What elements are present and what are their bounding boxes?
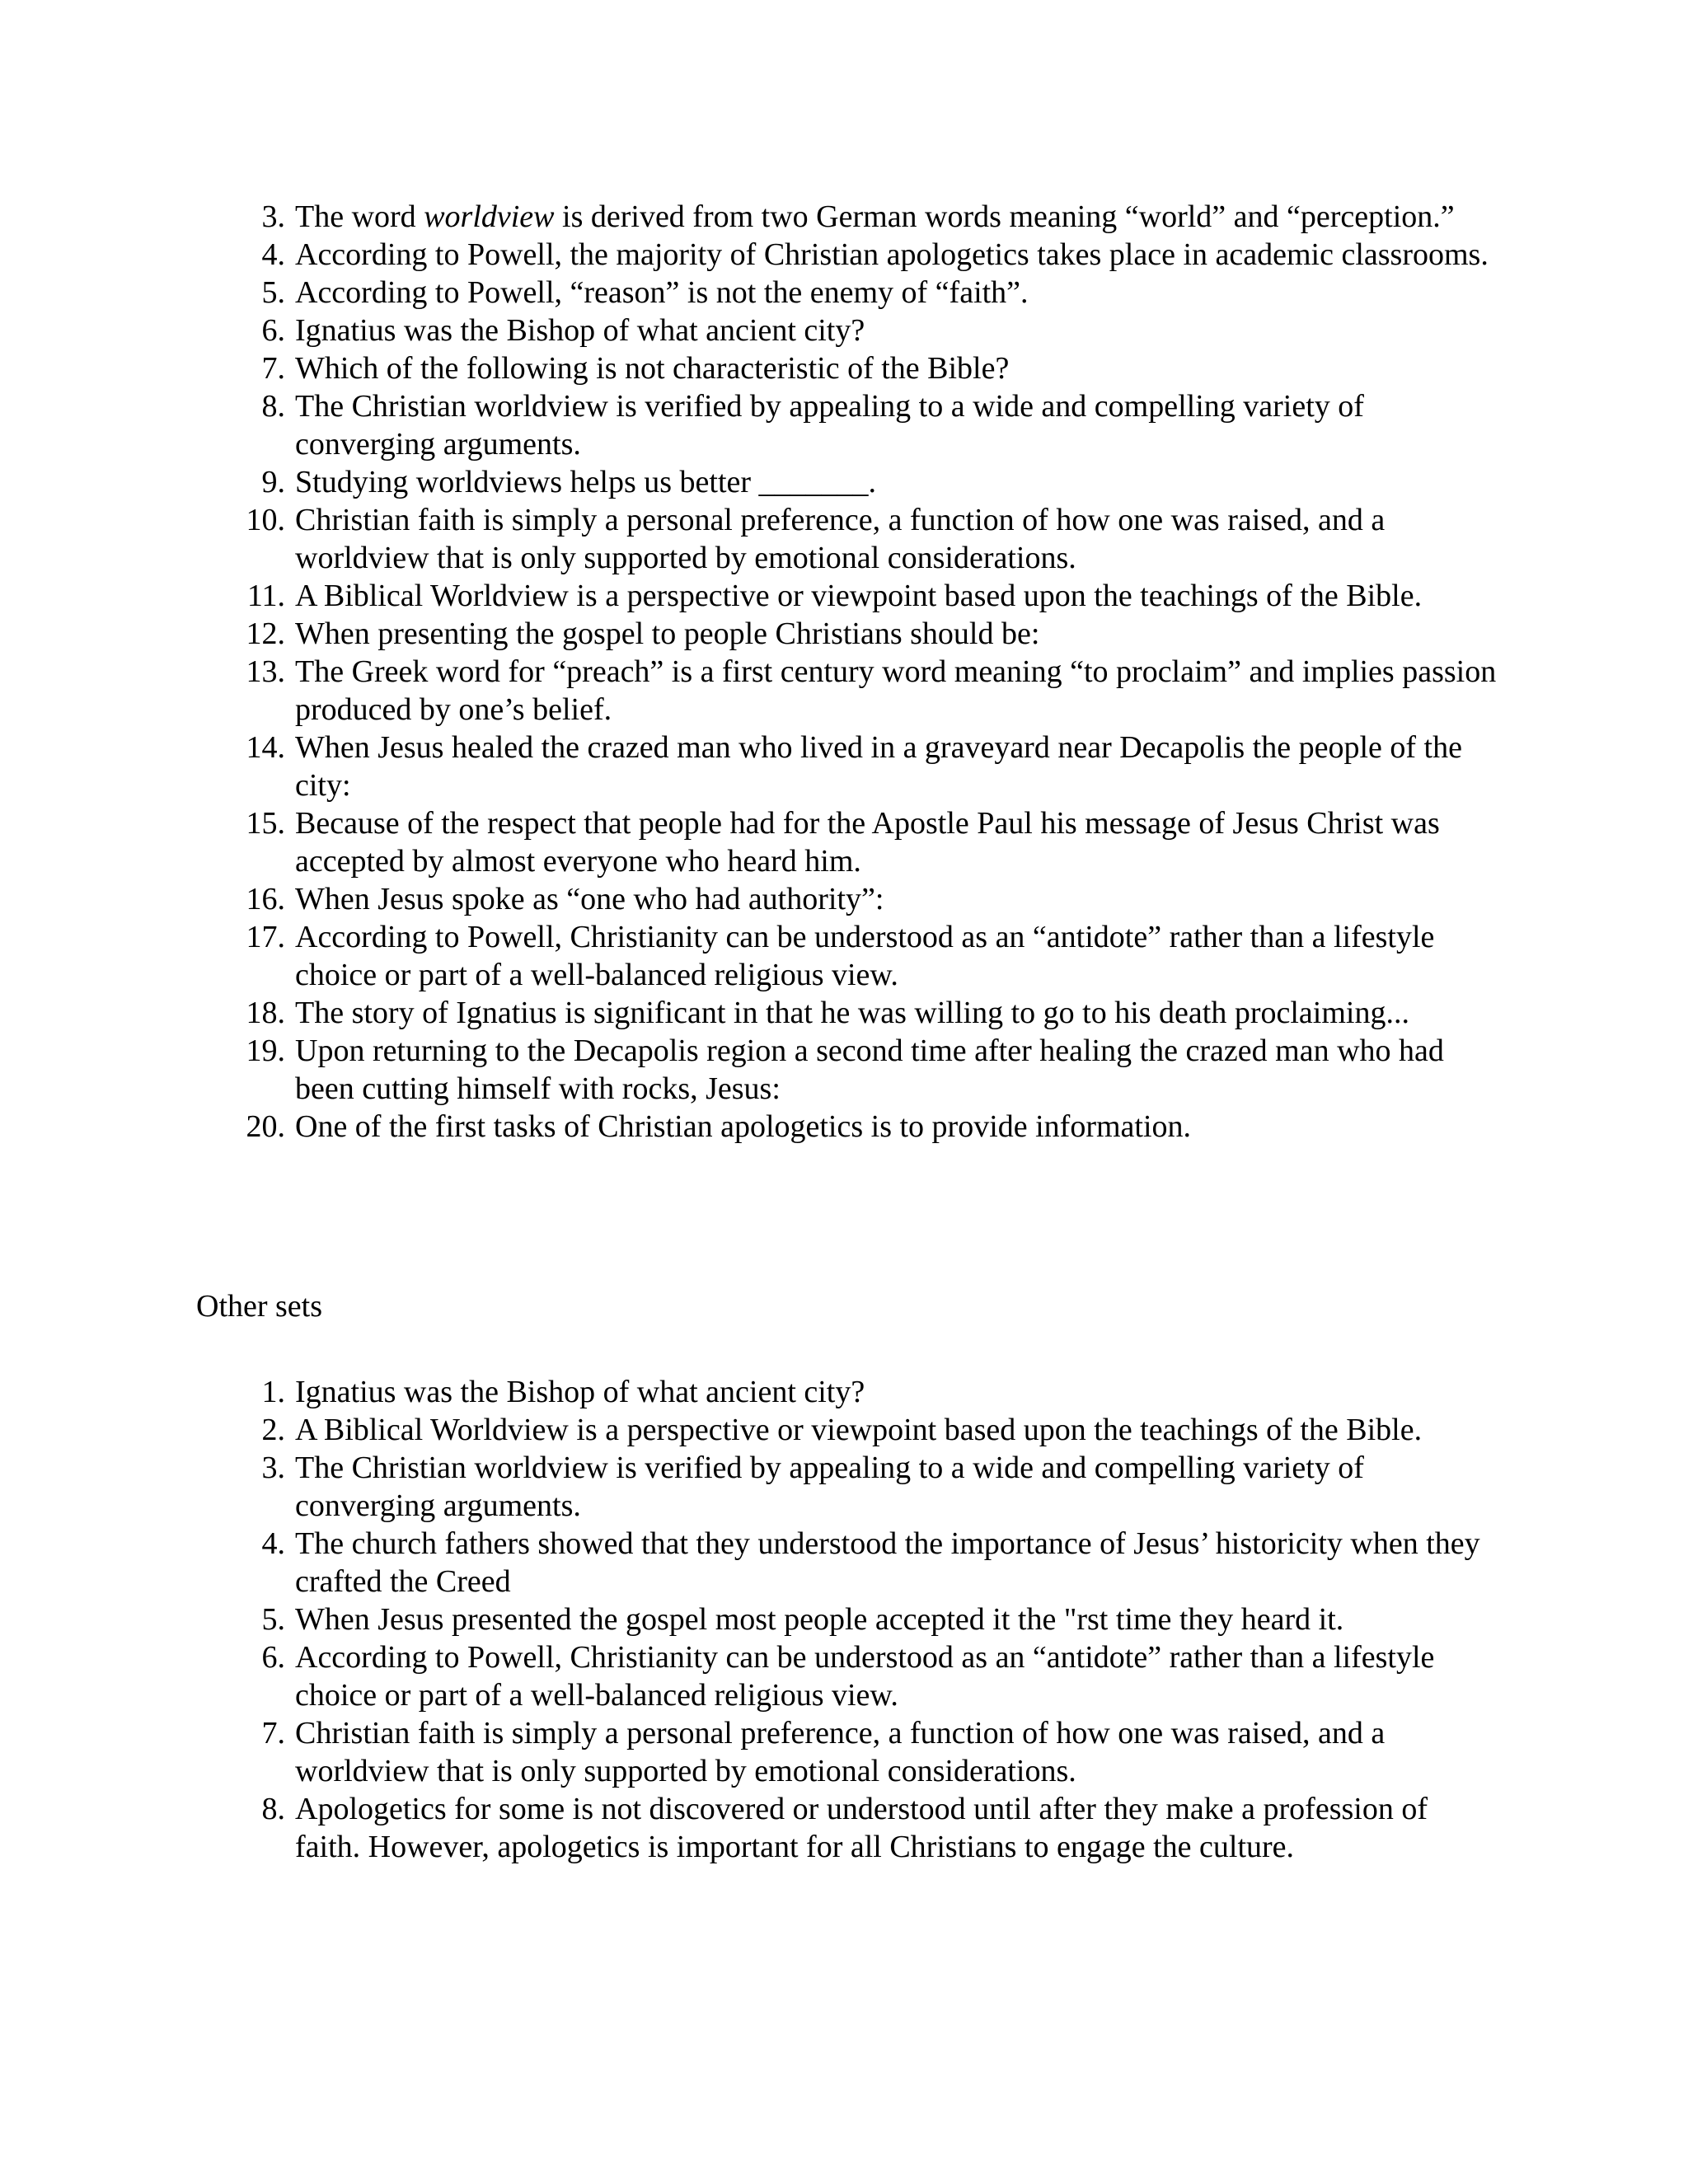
- item-text: According to Powell, the majority of Christian apologetics takes place in academic classrooms.: [295, 237, 1489, 272]
- question-list: [196, 198, 1498, 1146]
- item-text: Which of the following is not characteristic of the Bible?: [295, 351, 1010, 386]
- list-item: [196, 1790, 1498, 1866]
- item-number: 12.: [246, 616, 285, 651]
- item-text: According to Powell, “reason” is not the enemy of “faith”.: [295, 275, 1029, 310]
- item-text: The Greek word for “preach” is a first century word meaning “to proclaim” and implies passion produced by one’s belief.: [295, 654, 1497, 727]
- item-text: The church fathers showed that they understood the importance of Jesus’ historicity when they crafted the Creed: [295, 1526, 1480, 1599]
- item-number: 17.: [246, 920, 285, 954]
- item-number: 20.: [246, 1109, 285, 1144]
- item-text: Because of the respect that people had for the Apostle Paul his message of Jesus Christ was accepted by almost everyone who heard him.: [295, 806, 1440, 879]
- item-number: 9.: [261, 465, 285, 499]
- item-text: When Jesus spoke as “one who had authority”:: [295, 882, 884, 916]
- list-item: [196, 1411, 1498, 1449]
- list-item: [196, 349, 1498, 387]
- list-item: [196, 1108, 1498, 1146]
- list-item: [196, 804, 1498, 880]
- item-number: 5.: [261, 275, 285, 310]
- item-number: 3.: [261, 1451, 285, 1485]
- list-item: [196, 994, 1498, 1032]
- item-text: Ignatius was the Bishop of what ancient city?: [295, 1375, 865, 1409]
- item-text: According to Powell, Christianity can be understood as an “antidote” rather than a lifestyle choice or part of a well-balanced religious view.: [295, 920, 1435, 992]
- list-item: [196, 463, 1498, 501]
- list-item: [196, 653, 1498, 729]
- item-number: 15.: [246, 806, 285, 841]
- emphasized-term: worldview: [424, 199, 555, 234]
- item-number: 1.: [261, 1375, 285, 1409]
- list-item: [196, 1601, 1498, 1638]
- list-item: [196, 1449, 1498, 1525]
- item-number: 2.: [261, 1413, 285, 1447]
- item-text: One of the first tasks of Christian apologetics is to provide information.: [295, 1109, 1192, 1144]
- item-number: 14.: [246, 730, 285, 765]
- item-text: Ignatius was the Bishop of what ancient city?: [295, 313, 865, 348]
- item-number: 6.: [261, 313, 285, 348]
- list-item: [196, 1525, 1498, 1601]
- list-item: [196, 1032, 1498, 1108]
- item-text: Christian faith is simply a personal preference, a function of how one was raised, and a worldview that is only supported by emotional considerations.: [295, 503, 1386, 575]
- item-text: The word worldview is derived from two German words meaning “world” and “perception.”: [295, 199, 1455, 234]
- list-item: [196, 312, 1498, 349]
- item-text: According to Powell, Christianity can be understood as an “antidote” rather than a lifestyle choice or part of a well-balanced religious view.: [295, 1640, 1435, 1713]
- item-text: When Jesus healed the crazed man who lived in a graveyard near Decapolis the people of the city:: [295, 730, 1462, 803]
- item-text: Christian faith is simply a personal preference, a function of how one was raised, and a worldview that is only supported by emotional considerations.: [295, 1716, 1386, 1788]
- item-number: 8.: [261, 1792, 285, 1826]
- list-item: [196, 274, 1498, 312]
- item-text: When Jesus presented the gospel most people accepted it the "rst time they heard it.: [295, 1602, 1344, 1637]
- list-item: [196, 501, 1498, 577]
- list-item: [196, 198, 1498, 236]
- item-text: Studying worldviews helps us better _______.: [295, 465, 877, 499]
- item-number: 4.: [261, 237, 285, 272]
- item-number: 10.: [246, 503, 285, 537]
- list-item: [196, 387, 1498, 463]
- item-text: The story of Ignatius is significant in that he was willing to go to his death proclaiming...: [295, 996, 1409, 1030]
- item-number: 16.: [246, 882, 285, 916]
- item-text: The Christian worldview is verified by appealing to a wide and compelling variety of converging arguments.: [295, 389, 1364, 462]
- item-text: A Biblical Worldview is a perspective or viewpoint based upon the teachings of the Bible.: [295, 1413, 1423, 1447]
- item-number: 11.: [246, 579, 285, 613]
- list-item: [196, 1638, 1498, 1714]
- item-text: When presenting the gospel to people Christians should be:: [295, 616, 1040, 651]
- list-item: [196, 236, 1498, 274]
- item-number: 3.: [261, 199, 285, 234]
- item-text: The Christian worldview is verified by appealing to a wide and compelling variety of converging arguments.: [295, 1451, 1364, 1523]
- item-number: 8.: [261, 389, 285, 424]
- item-text: Upon returning to the Decapolis region a second time after healing the crazed man who had been cutting himself with rocks, Jesus:: [295, 1033, 1444, 1106]
- item-text: A Biblical Worldview is a perspective or viewpoint based upon the teachings of the Bible.: [295, 579, 1423, 613]
- item-number: 7.: [261, 351, 285, 386]
- item-number: 18.: [246, 996, 285, 1030]
- item-number: 4.: [261, 1526, 285, 1561]
- list-item: [196, 918, 1498, 994]
- other-sets-list: [196, 1373, 1498, 1866]
- list-item: [196, 880, 1498, 918]
- list-item: [196, 1373, 1498, 1411]
- list-item: [196, 729, 1498, 804]
- item-text: Apologetics for some is not discovered or understood until after they make a profession of faith. However, apologetics is important for all Christians to engage the culture.: [295, 1792, 1428, 1864]
- item-number: 13.: [246, 654, 285, 689]
- item-number: 19.: [246, 1033, 285, 1068]
- list-item: [196, 577, 1498, 615]
- list-item: [196, 1714, 1498, 1790]
- item-number: 7.: [261, 1716, 285, 1750]
- item-number: 6.: [261, 1640, 285, 1675]
- section-heading: Other sets: [196, 1289, 323, 1324]
- list-item: [196, 615, 1498, 653]
- item-number: 5.: [261, 1602, 285, 1637]
